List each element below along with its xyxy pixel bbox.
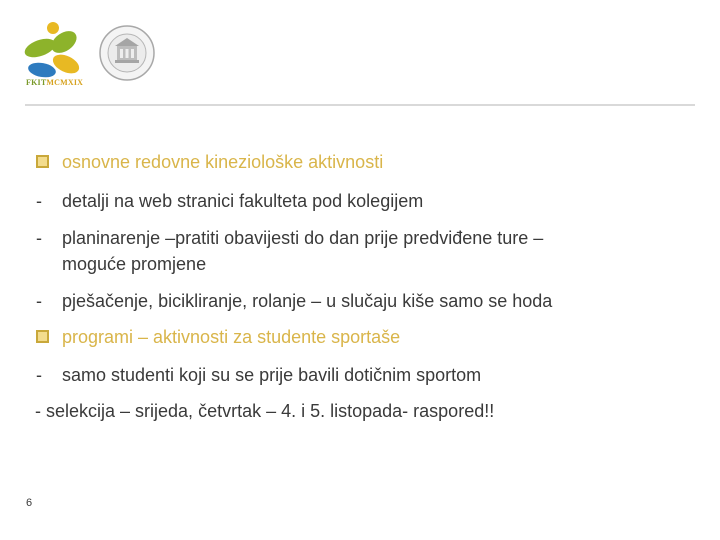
checkbox-bullet-icon [36, 155, 49, 168]
dash-bullet: - [36, 191, 42, 211]
dash-bullet: - [36, 291, 42, 311]
list-item: pješačenje, bicikliranje, rolanje – u slučaju kiše samo se hoda [62, 291, 553, 311]
dash-bullet: - [36, 365, 42, 385]
dash-bullet: - [36, 228, 42, 248]
list-item-continuation: moguće promjene [62, 254, 207, 274]
selection-note: - selekcija – srijeda, četvrtak – 4. i 5. listopada- raspored!! [35, 401, 495, 421]
section-heading: programi – aktivnosti za studente sportaše [62, 327, 401, 347]
list-item: detalji na web stranici fakulteta pod kolegijem [62, 191, 424, 211]
page-number: 6 [26, 497, 33, 509]
list-item: planinarenje –pratiti obavijesti do dan prije predviđene ture – [62, 228, 544, 248]
list-item: samo studenti koji su se prije bavili dotičnim sportom [62, 365, 482, 385]
logo-wordmark: FKITMCMXIX [26, 78, 84, 87]
section-heading: osnovne redovne kineziološke aktivnosti [62, 152, 384, 172]
checkbox-bullet-icon [36, 330, 49, 343]
